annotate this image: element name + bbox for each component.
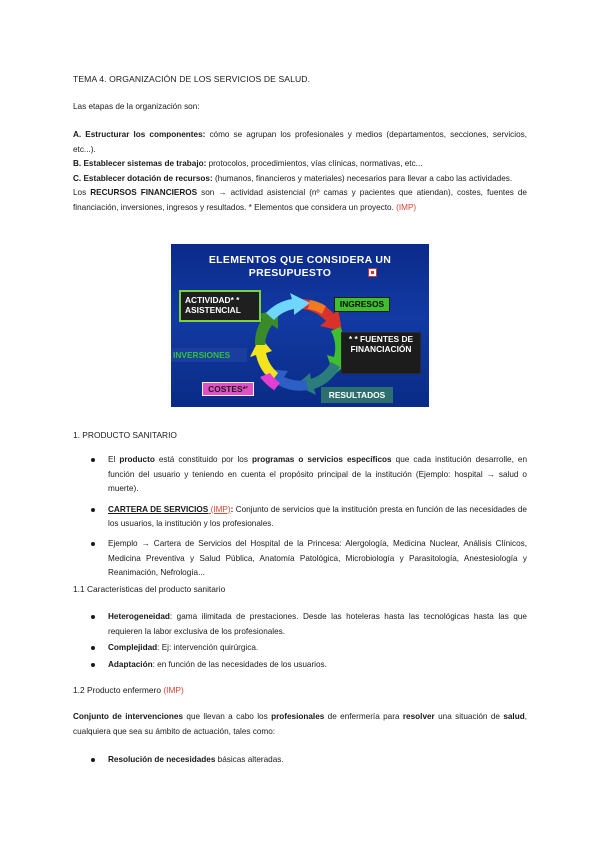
box-ingresos: INGRESOS [334,297,390,312]
diagram-title-line1: ELEMENTOS QUE CONSIDERA UN [208,254,392,266]
list-item: Heterogeneidad: gama ilimitada de prestaciones. Desde las hoteleras hasta las tecnológicas hasta las que requieren la labor exclusiva de los profesionales. [91,610,527,639]
box-actividad-asistencial: ACTIVIDAD* * ASISTENCIAL [179,290,261,322]
bullet-icon [91,758,95,762]
imp-tag: (IMP) [396,202,417,212]
section-1-heading: 1. PRODUCTO SANITARIO [73,430,177,440]
stage-a: A. Estructurar los componentes: cómo se agrupan los profesionales y medios (departamentos, secciones, servicios, etc...). [73,130,527,154]
box-costes: COSTES*' [202,382,254,396]
bullet-icon [91,458,95,462]
section-1-2-paragraph: Conjunto de intervenciones que llevan a cabo los profesionales de enfermería para resolver una situación de salud, cualquiera que sea su ámbito de actuación, tales como: [73,712,527,736]
list-item: El producto está constituido por los programas o servicios específicos que cada institución desarrolle, en función del usuario y teniendo en cuenta el propósito principal de la institución (Ejemplo: hospital → salud o muerte). [91,453,527,497]
section-1-1-heading: 1.1 Características del producto sanitario [73,584,226,594]
list-item: Resolución de necesidades básicas alteradas. [91,753,527,768]
stages-block [73,128,527,216]
section-1-list [91,453,527,581]
list-item: Adaptación: en función de las necesidades de los usuarios. [91,658,527,673]
box-resultados: RESULTADOS [321,387,393,403]
page-title: TEMA 4. ORGANIZACIÓN DE LOS SERVICIOS DE SALUD. [73,74,311,84]
financial-resources: Los RECURSOS FINANCIEROS son → actividad asistencial (nº camas y pacientes que atiendan), costes, fuentes de financiación, inversiones, ingresos y resultados. * Elementos que considera un proyecto. (IMP) [73,188,527,212]
cycle-arrow-cyan [266,293,310,320]
bullet-icon [91,646,95,650]
list-item: CARTERA DE SERVICIOS (IMP): Conjunto de servicios que la institución presta en función de las necesidades de los usuarios, la institución y los profesionales. [91,503,527,532]
imp-tag: (IMP) [163,685,184,695]
bullet-icon [91,663,95,667]
bullet-icon [91,615,95,619]
bullet-icon [91,542,95,546]
box-inversiones: INVERSIONES [171,348,247,362]
section-1-1-list [91,610,527,672]
stage-c: C. Establecer dotación de recursos: (humanos, financieros y materiales) necesarios para llevar a cabo las actividades. [73,173,513,183]
diagram-title-line2: PRESUPUESTO [248,267,332,279]
budget-elements-diagram [171,244,429,407]
stage-b: B. Establecer sistemas de trabajo: protocolos, procedimientos, vías clínicas, normativas, etc... [73,159,423,169]
list-item: Complejidad: Ej: intervención quirúrgica. [91,641,527,656]
bullet-icon [91,508,95,512]
box-fuentes-financiacion: * * FUENTES DE FINANCIACIÓN [341,332,421,374]
list-item: Ejemplo → Cartera de Servicios del Hospital de la Princesa: Alergología, Medicina Nuclear, Análisis Clínicos, Medicina Preventiva y Salud Pública, Anatomía Patológica, Microbiología y Parasitología, Anestesiología y Reanimación, Nefrología... [91,537,527,581]
imp-tag: (IMP) [208,504,231,514]
intro-text: Las etapas de la organización son: [73,102,200,111]
section-1-2-list [91,753,527,768]
section-1-2-heading: 1.2 Producto enfermero (IMP) [73,685,184,695]
